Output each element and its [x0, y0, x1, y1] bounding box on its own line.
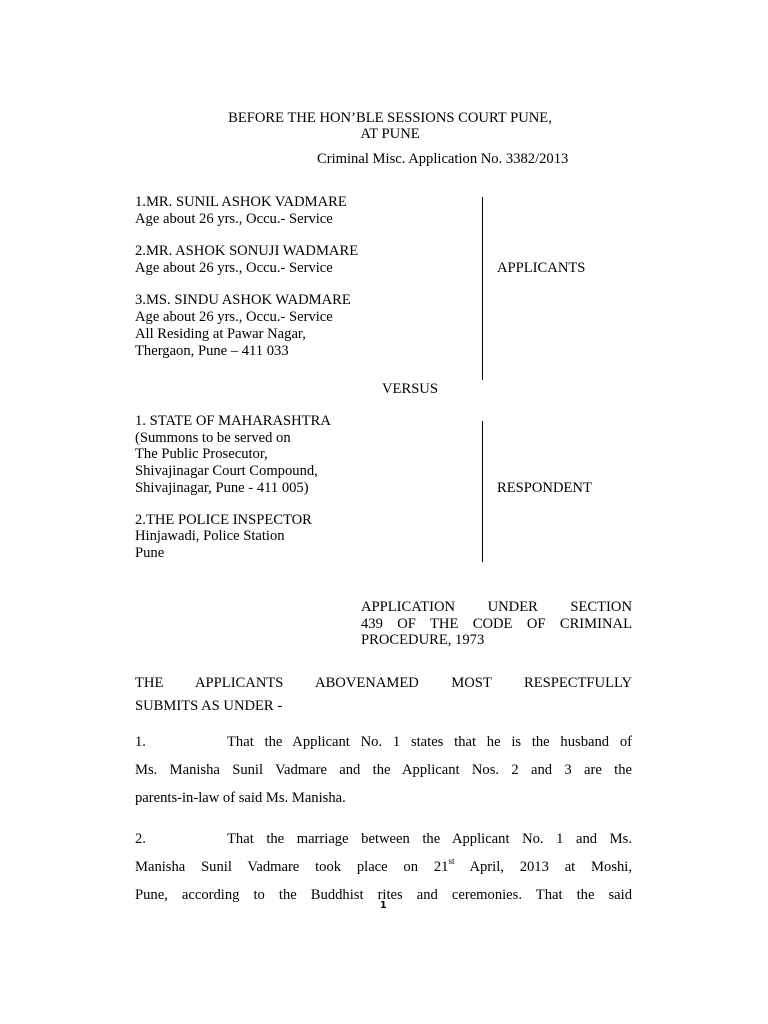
- intro-line1: THE APPLICANTS ABOVENAMED MOST RESPECTFULLY: [135, 675, 632, 691]
- versus-label: VERSUS: [382, 381, 438, 397]
- respondent-1-line3: The Public Prosecutor,: [135, 446, 268, 462]
- respondent-label: RESPONDENT: [497, 480, 592, 496]
- paragraph-2: [135, 825, 632, 909]
- applicant-1-details: Age about 26 yrs., Occu.- Service: [135, 211, 333, 227]
- paragraph-1-line2: Ms. Manisha Sunil Vadmare and the Applicant Nos. 2 and 3 are the: [135, 762, 632, 778]
- paragraph-2-line3: Pune, according to the Buddhist rites and ceremonies. That the said: [135, 887, 632, 903]
- applicants-address-line2: Thergaon, Pune – 411 033: [135, 343, 289, 359]
- applicant-3-name: 3.MS. SINDU ASHOK WADMARE: [135, 292, 351, 308]
- paragraph-2-line2-end: April, 2013 at Moshi,: [454, 859, 632, 875]
- application-title-line2: 439 OF THE CODE OF CRIMINAL: [361, 616, 632, 632]
- applicants-address-line1: All Residing at Pawar Nagar,: [135, 326, 306, 342]
- respondent-1-line2: (Summons to be served on: [135, 430, 291, 446]
- paragraph-1: [135, 728, 632, 812]
- respondent-1-line4: Shivajinagar Court Compound,: [135, 463, 318, 479]
- paragraph-1-line1: That the Applicant No. 1 states that he is the husband of: [227, 734, 632, 750]
- respondent-1-line5: Shivajinagar, Pune - 411 005): [135, 480, 309, 496]
- respondent-2-line2: Hinjawadi, Police Station: [135, 528, 285, 544]
- respondents-bracket-line: [482, 421, 483, 562]
- respondent-1-name: 1. STATE OF MAHARASHTRA: [135, 413, 331, 429]
- court-name-line1: BEFORE THE HON’BLE SESSIONS COURT PUNE,: [228, 110, 552, 126]
- application-title-line1: APPLICATION UNDER SECTION: [361, 599, 632, 615]
- applicant-1-name: 1.MR. SUNIL ASHOK VADMARE: [135, 194, 347, 210]
- paragraph-2-line2-start: Manisha Sunil Vadmare took place on 21: [135, 859, 449, 875]
- paragraph-1-number: 1.: [135, 734, 146, 750]
- paragraph-2-line2: [135, 853, 632, 881]
- paragraph-1-line3: parents-in-law of said Ms. Manisha.: [135, 790, 346, 806]
- respondent-2-name: 2.THE POLICE INSPECTOR: [135, 512, 312, 528]
- application-title-line3: PROCEDURE, 1973: [361, 632, 485, 648]
- court-name-line2: AT PUNE: [360, 126, 420, 142]
- application-number: Criminal Misc. Application No. 3382/2013: [317, 151, 569, 167]
- date-ordinal-suffix: st: [448, 856, 455, 866]
- applicant-3-details: Age about 26 yrs., Occu.- Service: [135, 309, 333, 325]
- applicants-label: APPLICANTS: [497, 260, 586, 276]
- respondent-2-line3: Pune: [135, 545, 165, 561]
- applicant-2-details: Age about 26 yrs., Occu.- Service: [135, 260, 333, 276]
- paragraph-2-number: 2.: [135, 831, 146, 847]
- intro-line2: SUBMITS AS UNDER -: [135, 698, 283, 714]
- applicant-2-name: 2.MR. ASHOK SONUJI WADMARE: [135, 243, 359, 259]
- page-number: 1: [380, 900, 387, 911]
- paragraph-2-line1: That the marriage between the Applicant No. 1 and Ms.: [227, 831, 632, 847]
- applicants-bracket-line: [482, 197, 483, 380]
